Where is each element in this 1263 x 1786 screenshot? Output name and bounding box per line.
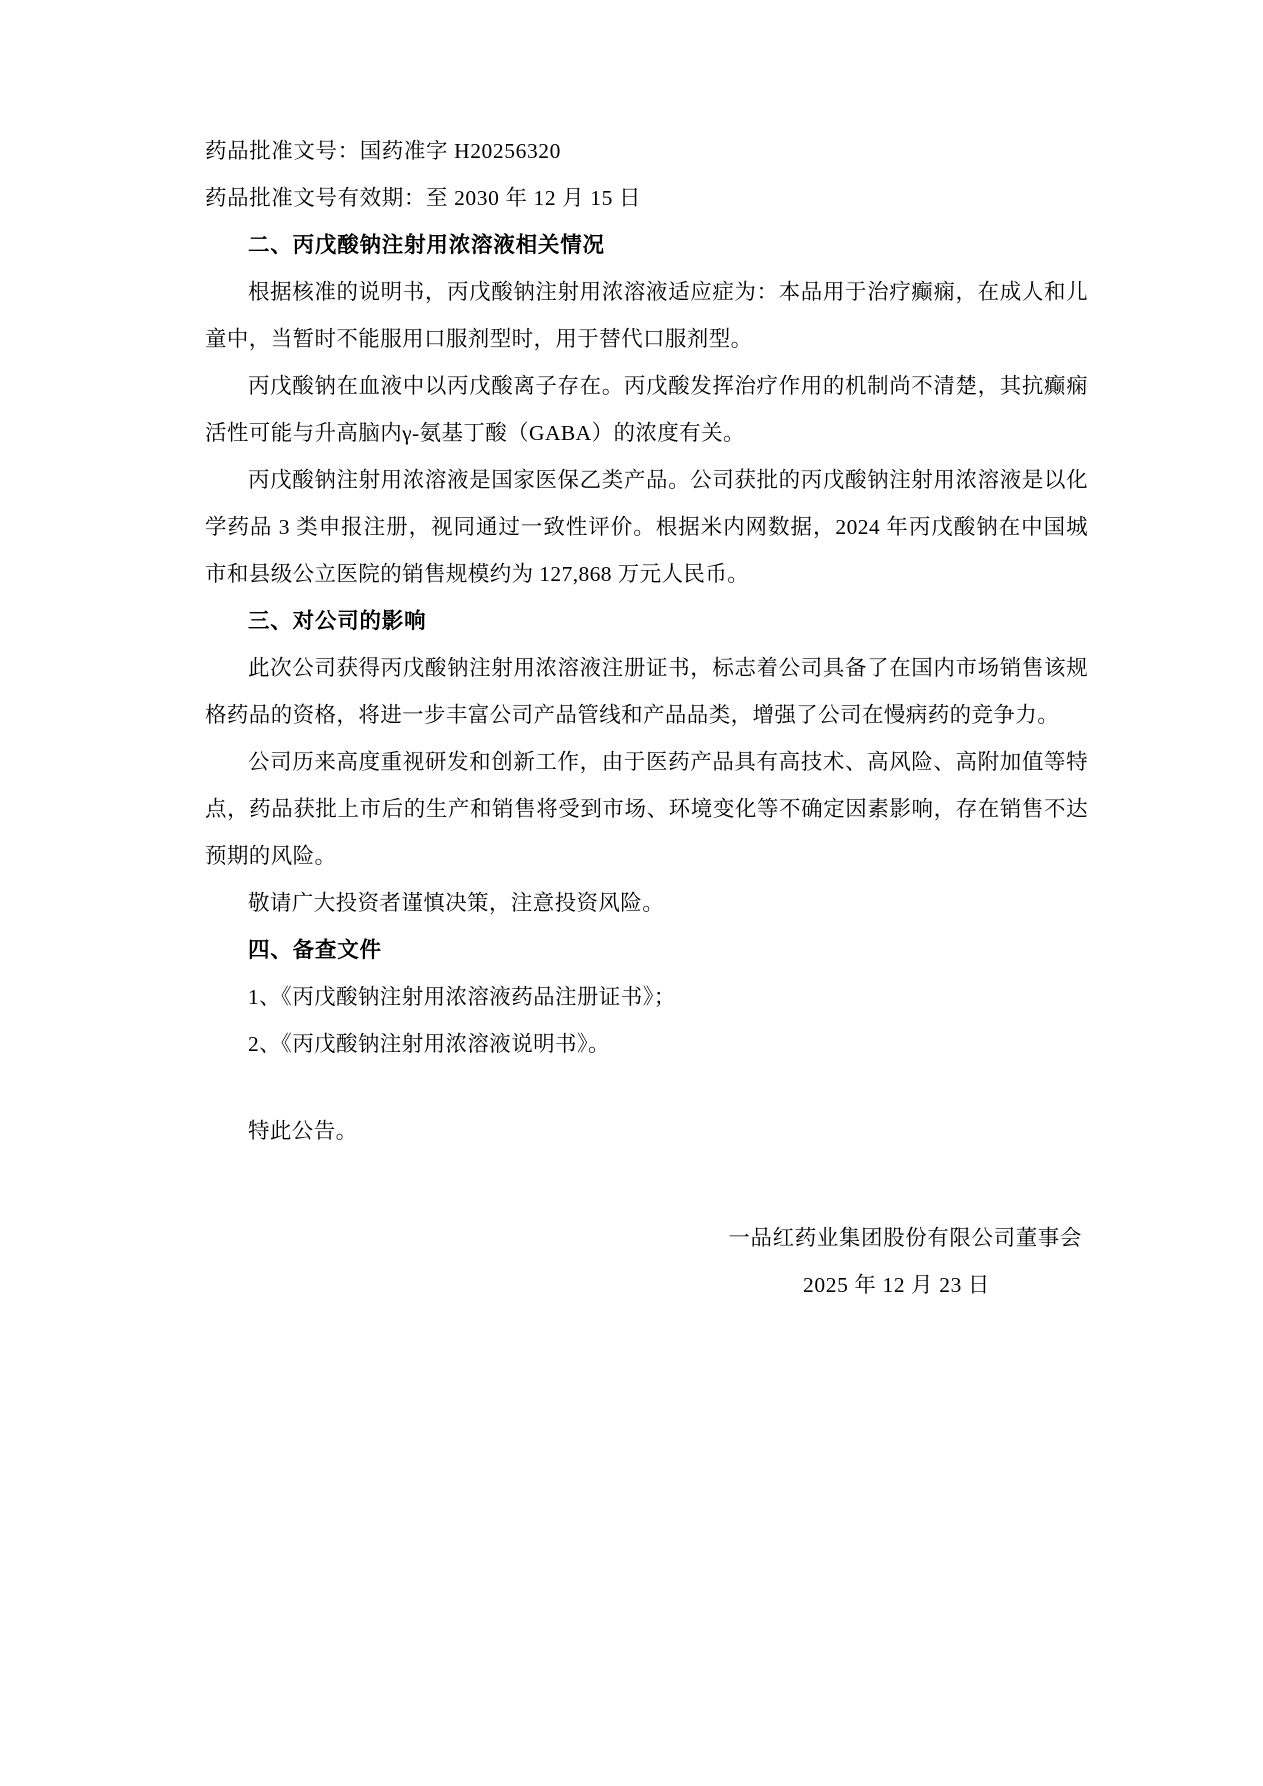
company-signature: 一品红药业集团股份有限公司董事会 (728, 1226, 1082, 1250)
reference-document-item-2: 2、《丙戊酸钠注射用浓溶液说明书》。 (248, 1032, 610, 1056)
section-heading-two: 二、丙戊酸钠注射用浓溶液相关情况 (248, 233, 605, 257)
approval-validity-line: 药品批准文号有效期：至 2030 年 12 月 15 日 (205, 186, 642, 210)
closing-statement: 特此公告。 (248, 1119, 358, 1143)
reference-document-item-1: 1、《丙戊酸钠注射用浓溶液药品注册证书》； (248, 985, 676, 1009)
section-three-paragraph-1: 此次公司获得丙戊酸钠注射用浓溶液注册证书，标志着公司具备了在国内市场销售该规格药品的资格，将进一步丰富公司产品管线和产品品类，增强了公司在慢病药的竞争力。 (205, 656, 1088, 727)
section-heading-three: 三、对公司的影响 (248, 609, 427, 633)
section-two-paragraph-2: 丙戊酸钠在血液中以丙戊酸离子存在。丙戊酸发挥治疗作用的机制尚不清楚，其抗癫痫活性可能与升高脑内γ-氨基丁酸（GABA）的浓度有关。 (205, 374, 1088, 445)
section-two-paragraph-3: 丙戊酸钠注射用浓溶液是国家医保乙类产品。公司获批的丙戊酸钠注射用浓溶液是以化学药品 3 类申报注册，视同通过一致性评价。根据米内网数据，2024 年丙戊酸钠在中国城市和县级公立医院的销售规模约为 127,868 万元人民币。 (205, 468, 1088, 586)
signature-date: 2025 年 12 月 23 日 (803, 1273, 990, 1297)
section-three-paragraph-3: 敬请广大投资者谨慎决策，注意投资风险。 (248, 891, 665, 915)
closing-spacer (205, 1068, 1088, 1108)
signature-block (205, 1215, 1088, 1309)
approval-number-line: 药品批准文号：国药准字 H20256320 (205, 139, 562, 163)
section-heading-four: 四、备查文件 (248, 938, 382, 962)
section-two-paragraph-1: 根据核准的说明书，丙戊酸钠注射用浓溶液适应症为：本品用于治疗癫痫，在成人和儿童中，当暂时不能服用口服剂型时，用于替代口服剂型。 (205, 280, 1088, 351)
section-three-paragraph-2: 公司历来高度重视研发和创新工作，由于医药产品具有高技术、高风险、高附加值等特点，药品获批上市后的生产和销售将受到市场、环境变化等不确定因素影响，存在销售不达预期的风险。 (205, 750, 1088, 868)
